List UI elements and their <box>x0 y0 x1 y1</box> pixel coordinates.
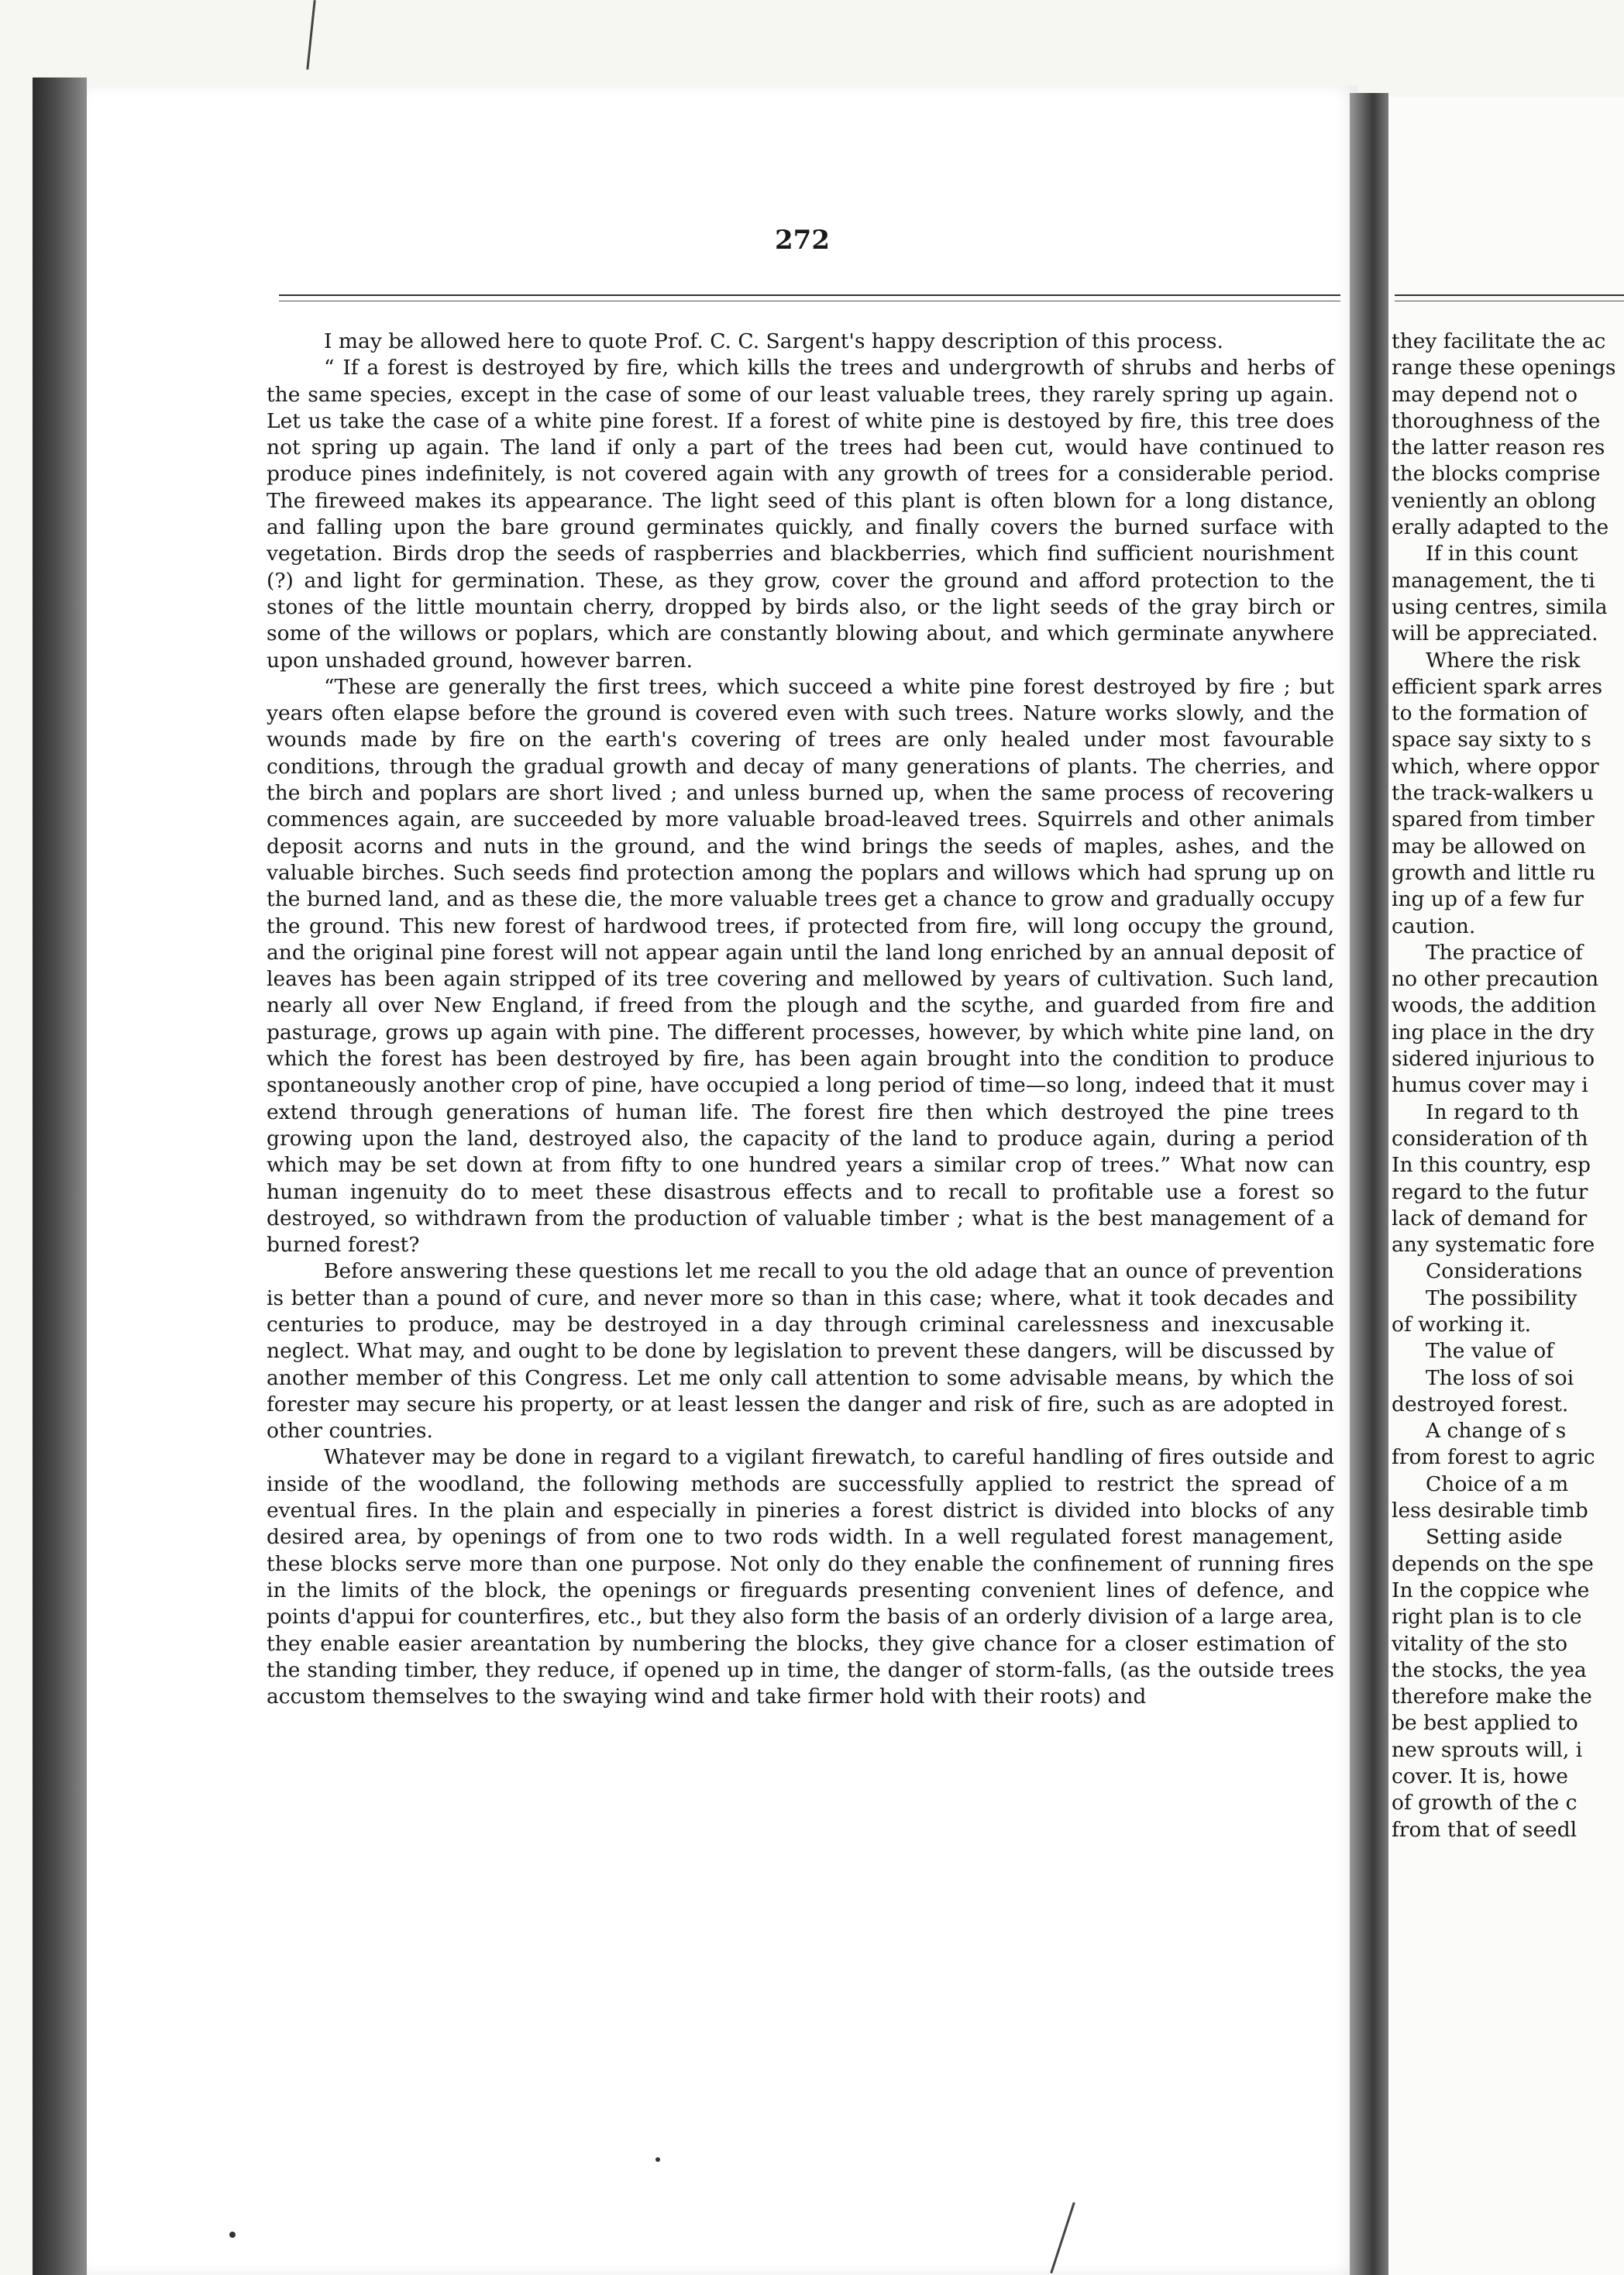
right-page-line: will be appreciated. <box>1392 621 1598 646</box>
right-page-line: efficient spark arres <box>1392 674 1603 699</box>
right-page-line: any systematic fore <box>1392 1233 1595 1258</box>
right-page-line: range these openings <box>1392 356 1616 380</box>
right-page-line: veniently an oblong <box>1392 488 1597 513</box>
right-page-line: Choice of a m <box>1426 1471 1569 1496</box>
right-page-line: new sprouts will, i <box>1392 1737 1583 1762</box>
right-page-line: The practice of <box>1426 940 1583 965</box>
right-page-line: be best applied to <box>1392 1711 1578 1736</box>
paragraph-intro: I may be allowed here to quote Prof. C. C. Sargent's happy description of this process. <box>324 329 1223 353</box>
right-page-line: of growth of the c <box>1392 1791 1578 1816</box>
main-body-text <box>267 329 1334 1710</box>
right-page-line: In this country, esp <box>1392 1153 1591 1178</box>
right-page-line: the latter reason res <box>1392 435 1605 460</box>
right-page-line: The possibility <box>1426 1285 1578 1310</box>
right-page-line: humus cover may i <box>1392 1073 1588 1098</box>
scan-mark-top <box>306 0 315 70</box>
right-header-rule <box>1395 294 1624 296</box>
right-page-line: space say sixty to s <box>1392 728 1591 752</box>
header-rule <box>279 294 1340 296</box>
right-page-line: The loss of soi <box>1426 1365 1574 1390</box>
right-page-line: depends on the spe <box>1392 1551 1594 1576</box>
right-page-line: A change of s <box>1426 1419 1567 1444</box>
right-page-line: consideration of th <box>1392 1126 1588 1151</box>
book-gutter <box>1350 93 1388 2275</box>
right-page-line: the stocks, the yea <box>1392 1657 1587 1682</box>
right-page-line: If in this count <box>1426 542 1578 566</box>
right-page-line: to the formation of <box>1392 701 1588 726</box>
paragraph-fireguards: Whatever may be done in regard to a vigilant firewatch, to careful handling of fires outside and inside of the woodland, the following methods are successfully applied to restrict the spread of eventual fires. In the plain and especially in pineries a forest district is divided into blocks of any desired area, by openings of from one to two rods width. In a well regulated forest management, these blocks serve more than one purpose. Not only do they enable the confinement of running fires in the limits of the block, the openings or fireguards presenting convenient lines of defence, and points d'appui for counterfires, etc., but they also form the basis of an orderly division of a large area, they enable easier areantation by numbering the blocks, they give chance for a closer estimation of the standing timber, they reduce, if opened up in time, the danger of storm-falls, (as the outside trees accustom themselves to the swaying wind and take firmer hold with their roots) and <box>267 1445 1334 1709</box>
paragraph-quote-2: “These are generally the first trees, which succeed a white pine forest destroyed by fire ; but years often elapse before the ground is covered even with such trees. Nature works slowly, and the wounds made by fire on the earth's covering of trees are only healed under most favourable conditions, through the gradual growth and decay of many generations of plants. The cherries, and the birch and poplars are short lived ; and unless burned up, when the same process of recovering commences again, are succeeded by more valuable broad-leaved trees. Squirrels and other animals deposit acorns and nuts in the ground, and the wind brings the seeds of maples, ashes, and the valuable birches. Such seeds find protection among the poplars and willows which had sprung up on the burned land, and as these die, the more valuable trees get a chance to grow and gradually occupy the ground. This new forest of hardwood trees, if protected from fire, will long occupy the ground, and the original pine forest will not appear again until the land long enriched by an annual deposit of leaves has been again stripped of its tree covering and mellowed by years of cultivation. Such land, nearly all over New England, if freed from the plough and the scythe, and guarded from fire and pasturage, grows up again with pine. The different processes, however, by which white pine land, on which the forest has been destroyed by fire, has been again brought into the condition to produce spontaneously another crop of pine, have occupied a long period of time—so long, indeed that it must extend through generations of human life. The forest fire then which destroyed the pine trees growing upon the land, destroyed also, the capacity of the land to produce again, during a period which may be set down at from fifty to one hundred years a similar crop of trees.” What now can human ingenuity do to meet these disastrous effects and to recall to profitable use a forest so destroyed, so withdrawn from the production of valuable timber ; what is the best management of a burned forest? <box>267 674 1334 1258</box>
right-page-line: may depend not o <box>1392 382 1578 407</box>
right-page-line: management, the ti <box>1392 568 1595 593</box>
right-page-line: using centres, simila <box>1392 594 1608 619</box>
right-page-line: the blocks comprise <box>1392 462 1601 487</box>
right-page-line: the track-walkers u <box>1392 781 1594 806</box>
right-page-line: cover. It is, howe <box>1392 1764 1568 1789</box>
right-page-line: regard to the futur <box>1392 1179 1588 1204</box>
right-page-line: erally adapted to the <box>1392 515 1609 540</box>
paragraph-prevention: Before answering these questions let me recall to you the old adage that an ounce of prevention is better than a pound of cure, and never more so than in this case; where, what it took decades and centuries to produce, may be destroyed in a day through criminal carelessness and inexcusable neglect. What may, and ought to be done by legislation to prevent these dangers, will be discussed by another member of this Congress. Let me only call attention to some advisable means, by which the forester may secure his property, or at least lessen the danger and risk of fire, such as are adopted in other countries. <box>267 1259 1334 1444</box>
right-page-line: woods, the addition <box>1392 993 1597 1018</box>
ink-speck <box>655 2157 660 2162</box>
right-page-line: In the coppice whe <box>1392 1578 1590 1602</box>
right-page-line: of working it. <box>1392 1312 1532 1337</box>
ink-speck <box>229 2232 236 2238</box>
right-page-line: growth and little ru <box>1392 860 1596 885</box>
right-page-line: which, where oppor <box>1392 754 1599 779</box>
right-page-line: lack of demand for <box>1392 1206 1588 1230</box>
right-page-line: from forest to agric <box>1392 1445 1595 1470</box>
right-page-line: Where the risk <box>1426 648 1581 673</box>
page-number: 272 <box>775 225 830 256</box>
right-page-line: right plan is to cle <box>1392 1605 1582 1630</box>
paragraph-quote-1: “ If a forest is destroyed by fire, which kills the trees and undergrowth of shrubs and herbs of the same species, except in the case of some of our least valuable trees, they rarely spring up again. Let us take the case of a white pine forest. If a forest of white pine is destoyed by fire, this tree does not spring up again. The land if only a part of the trees had been cut, would have continued to produce pines indefinitely, is not covered again with any growth of trees for a considerable period. The fireweed makes its appearance. The light seed of this plant is often blown for a long distance, and falling upon the bare ground germinates quickly, and finally covers the burned surface with vegetation. Birds drop the seeds of raspberries and blackberries, which find sufficient nourishment (?) and light for germination. These, as they grow, cover the ground and afford protection to the stones of the little mountain cherry, dropped by birds also, or the light seeds of the gray birch or some of the willows or poplars, which are constantly blowing about, and which germinate anywhere upon unshaded ground, however barren. <box>267 356 1334 673</box>
right-page-line: therefore make the <box>1392 1685 1592 1709</box>
right-page-line: sidered injurious to <box>1392 1047 1595 1072</box>
book-spine-edge <box>33 77 87 2275</box>
right-page-line: they facilitate the ac <box>1392 329 1606 353</box>
right-page-line: ing place in the dry <box>1392 1020 1595 1045</box>
right-page-line: may be allowed on <box>1392 834 1586 859</box>
right-page-line: vitality of the sto <box>1392 1631 1568 1656</box>
right-page-line: Setting aside <box>1426 1525 1563 1550</box>
right-page-line: no other precaution <box>1392 967 1599 992</box>
right-page-line: Considerations <box>1426 1259 1583 1284</box>
right-page-line: In regard to th <box>1426 1100 1579 1124</box>
right-page-line: ing up of a few fur <box>1392 887 1584 912</box>
right-page-text <box>1392 329 1624 1843</box>
right-page-line: destroyed forest. <box>1392 1392 1569 1416</box>
right-page-line: The value of <box>1426 1339 1554 1364</box>
right-page-line: thoroughness of the <box>1392 408 1601 433</box>
right-page-line: spared from timber <box>1392 807 1595 832</box>
right-page-line: caution. <box>1392 914 1476 938</box>
right-page-line: less desirable timb <box>1392 1499 1588 1523</box>
right-page-line: from that of seedl <box>1392 1817 1578 1842</box>
